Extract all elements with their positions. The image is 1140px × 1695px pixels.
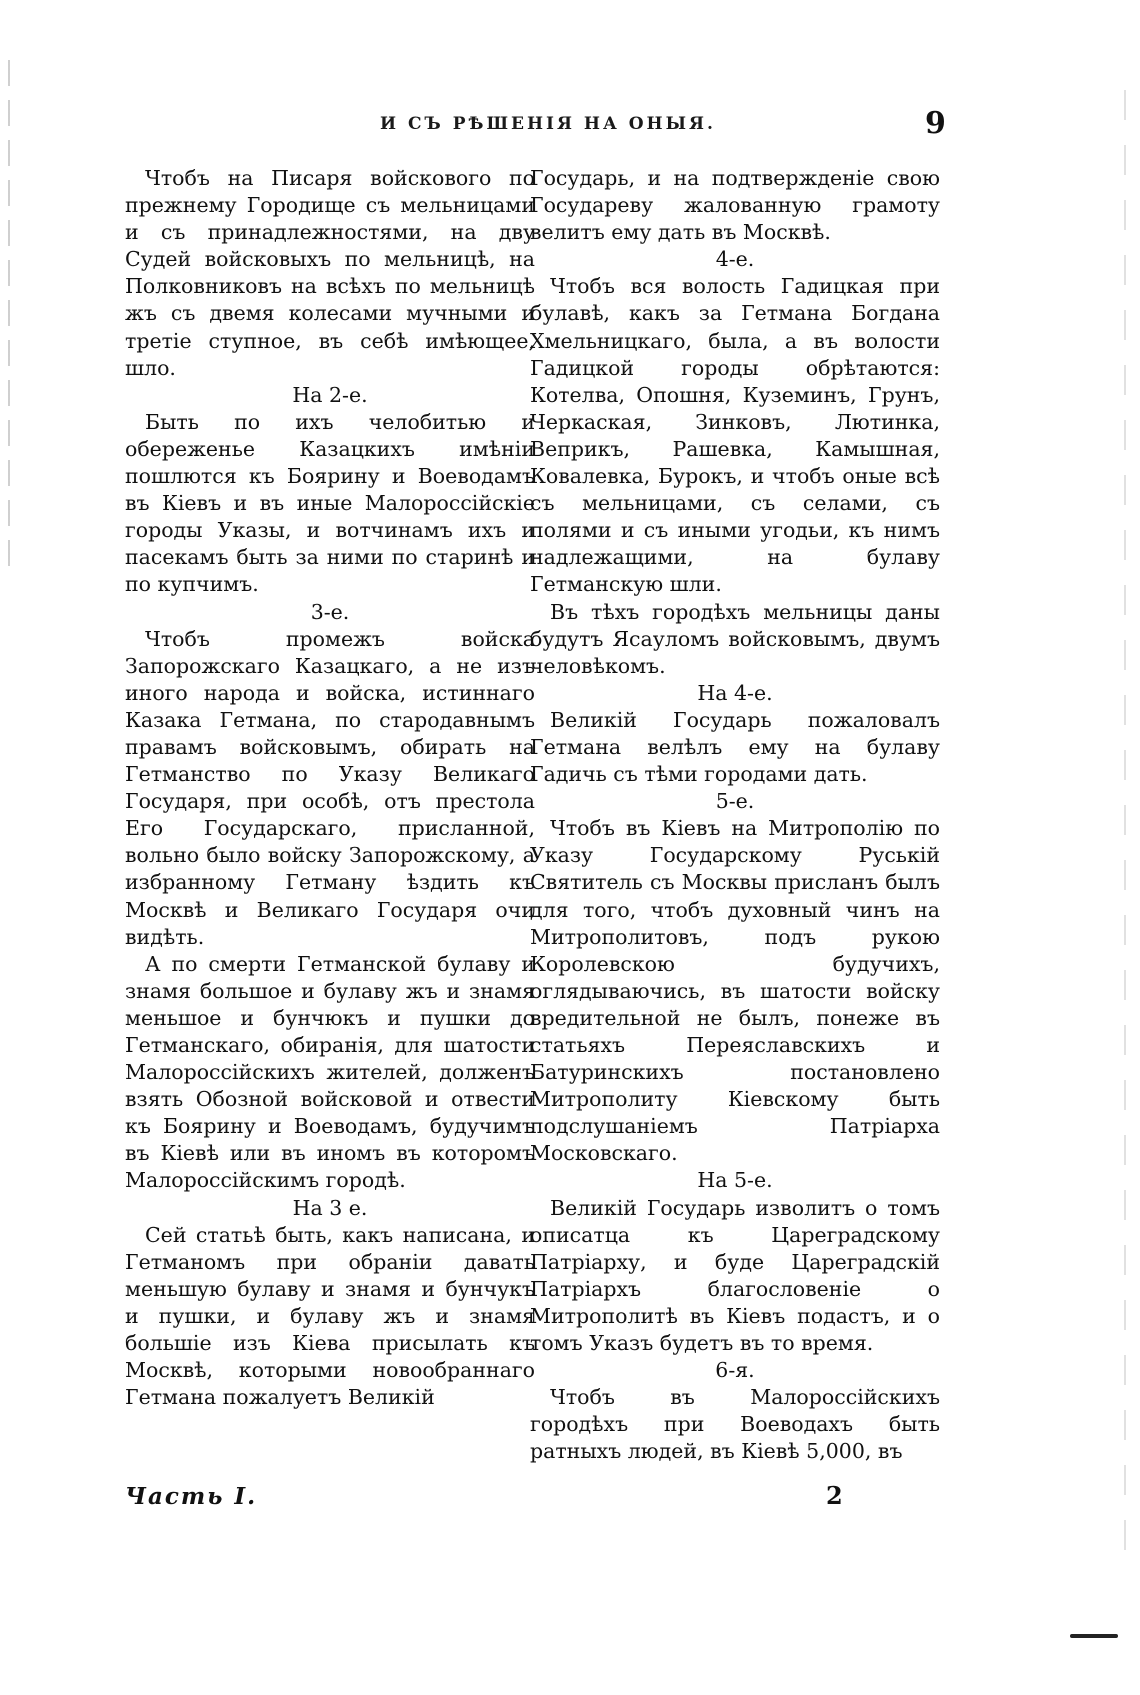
paragraph: Чтобъ въ Малороссійскихъ городѣхъ при Воеводахъ быть ратныхъ людей, въ Кіевѣ 5,000, въ bbox=[530, 1385, 940, 1464]
right-margin-scan-mark bbox=[1124, 90, 1126, 1550]
signature-mark: 2 bbox=[826, 1481, 843, 1510]
margin-dash-mark bbox=[1070, 1634, 1118, 1638]
section-heading: На 2-е. bbox=[292, 382, 368, 407]
page-number: 9 bbox=[925, 106, 946, 141]
paragraph: Чтобъ вся волость Гадицкая при булавѣ, какъ за Гетмана Богдана Хмельницкаго, была, а въ волости Гадицкой городы обрѣтаются: Котелва, Опошня, Куземинъ, Грунъ, Черкаская, Зинковъ, Лютинка, Веприкъ, Рашевка, Камышная, Ковалевка, Бурокъ, и чтобъ оные всѣ съ мельницами, съ селами, съ полями и съ иными угодьи, къ нимъ надлежащими, на булаву Гетманскую шли. bbox=[530, 274, 940, 597]
left-text-column bbox=[125, 165, 535, 1411]
paragraph: Великій Государь изволитъ о томъ описатца къ Цареградскому Патріарху, и буде Цареградскій Патріархъ благословеніе о Митрополитѣ въ Кіевъ подастъ, и о томъ Указъ будетъ въ то время. bbox=[530, 1195, 940, 1356]
paragraph: Чтобъ промежъ войска Запорожскаго Казацкаго, а не изъ иного народа и войска, истиннаго Казака Гетмана, по стародавнымъ правамъ войсковымъ, обирать на Гетманство по Указу Великаго Государя, при особѣ, отъ престола Его Государскаго, присланной, вольно было войску Запорожскому, а избранному Гетману ѣздить къ Москвѣ и Великаго Государя очи видѣть. bbox=[125, 626, 535, 949]
section-heading: 3-е. bbox=[310, 599, 350, 624]
paragraph: Великій Государь пожаловалъ Гетмана велѣлъ ему на булаву Гадичь съ тѣми городами дать. bbox=[530, 707, 940, 787]
right-text-column bbox=[530, 165, 940, 1466]
paragraph: Быть по ихъ челобитью и обереженье Казацкихъ имѣніи пошлются къ Боярину и Воеводамъ въ Кіевъ и въ иные Малороссійскіе городы Указы, и вотчинамъ ихъ и пасекамъ быть за ними по старинѣ и по купчимъ. bbox=[125, 409, 535, 597]
paragraph: Сей статьѣ быть, какъ написана, и Гетманомъ при обраніи давать меньшую булаву и знамя и бунчукъ и пушки, и булаву жъ и знамя большіе изъ Кіева присылать къ Москвѣ, которыми новообраннаго Гетмана пожалуетъ Великій bbox=[125, 1222, 535, 1410]
part-label: Часть I. bbox=[125, 1483, 258, 1510]
section-heading: На 5-е. bbox=[697, 1168, 773, 1193]
page-footer bbox=[0, 1483, 1140, 1523]
section-heading: 4-е. bbox=[715, 247, 755, 272]
running-head: И СЪ РѢШЕНІЯ НА ОНЫЯ. bbox=[380, 114, 716, 134]
paragraph: Въ тѣхъ городѣхъ мельницы даны будутъ Ясауломъ войсковымъ, двумъ человѣкомъ. bbox=[530, 599, 940, 678]
page-header bbox=[0, 108, 1140, 148]
paragraph: Чтобъ на Писаря войскового по прежнему Городище съ мельницами и съ принадлежностями, на дву Судей войсковыхъ по мельницѣ, на Полковниковъ на всѣхъ по мельницѣ жъ съ двемя колесами мучными и третіе ступное, въ себѣ имѣющее, шло. bbox=[125, 166, 535, 380]
section-heading: На 3 е. bbox=[292, 1195, 368, 1220]
paragraph: Чтобъ въ Кіевъ на Митрополію по Указу Государскому Руській Святитель съ Москвы присланъ былъ для того, чтобъ духовный чинъ на Митрополитовъ, подъ рукою Королевскою будучихъ, оглядываючись, въ шатости войску вредительной не былъ, понеже въ статьяхъ Переяславскихъ и Батуринскихъ постановлено Митрополиту Кіевскому быть подслушаніемъ Патріарха Московскаго. bbox=[530, 816, 940, 1166]
paragraph-continued: Государь, и на подтвержденіе свою Государеву жалованную грамоту велитъ ему дать въ Москвѣ. bbox=[530, 166, 940, 245]
section-heading: На 4-е. bbox=[697, 680, 773, 705]
section-heading: 5-е. bbox=[715, 789, 755, 814]
paragraph: А по смерти Гетманской булаву и знамя большое и булаву жъ и знамя меньшое и бунчюкъ и пушки до Гетманскаго, обиранія, для шатости Малороссійскихъ жителей, долженъ взять Обозной войсковой и отвести къ Боярину и Воеводамъ, будучимъ въ Кіевѣ или въ иномъ въ которомъ Малороссійскимъ городѣ. bbox=[125, 951, 535, 1193]
section-heading: 6-я. bbox=[715, 1358, 755, 1383]
